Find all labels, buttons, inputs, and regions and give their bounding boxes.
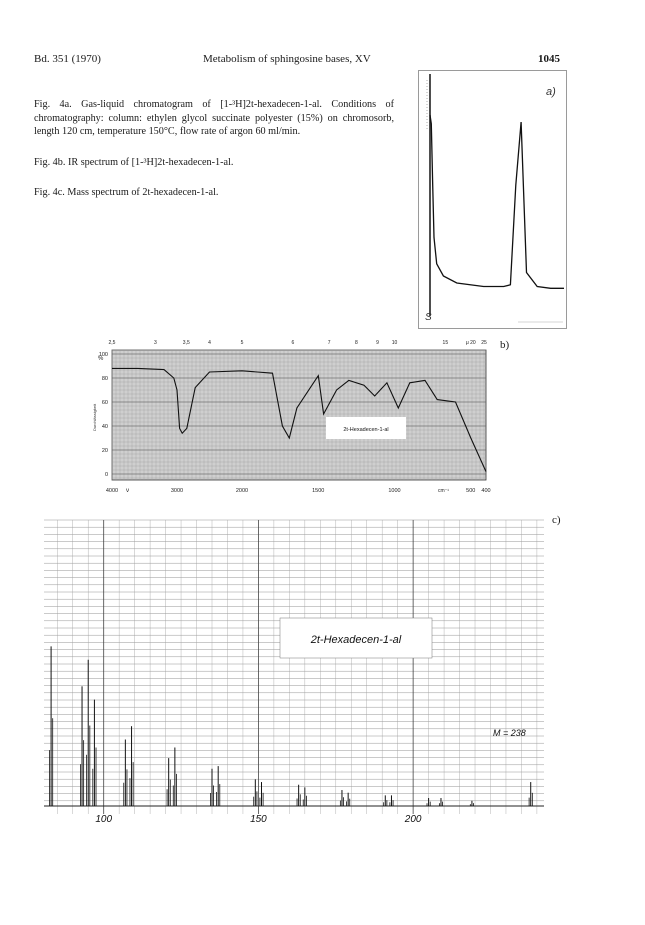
ir-y-percent: % xyxy=(98,356,104,362)
ir-top-tick: 7 xyxy=(327,340,331,346)
ir-bottom-tick: 500 xyxy=(466,488,476,494)
ir-bottom-tick: 3000 xyxy=(170,488,184,494)
ir-bottom-tick: 1500 xyxy=(312,488,325,494)
ir-top-tick: 8 xyxy=(354,340,358,346)
ir-top-tick: 3 xyxy=(153,340,157,346)
ir-top-tick: 4 xyxy=(208,340,211,346)
ir-wavenumber-axis xyxy=(106,488,491,494)
ir-y-tick: 20 xyxy=(101,448,108,454)
mass-spectrum xyxy=(44,510,549,828)
caption-fig-4c: Fig. 4c. Mass spectrum of 2t-hexadecen-1-al. xyxy=(34,187,219,198)
ir-top-tick: 15 xyxy=(442,340,449,346)
ms-x-tick: 200 xyxy=(404,814,422,825)
caption-fig-4a: Fig. 4a. Gas-liquid chromatogram of [1-³H]2t-hexadecen-1-al. Conditions of chromatography: column: ethylen glycol succinate polyester (15%) on chromosorb, length 120 cm, temperature 150°C, flow rate of argon 60 ml/min. xyxy=(34,99,394,138)
ir-bottom-tick: 1000 xyxy=(388,488,401,494)
ir-top-tick: 25 xyxy=(481,340,487,346)
ir-compound-label: 2t-Hexadecen-1-al xyxy=(343,427,389,433)
panel-label-b: b) xyxy=(500,339,510,351)
ms-compound-label: 2t-Hexadecen-1-al xyxy=(310,634,402,646)
ir-top-tick: 6 xyxy=(291,340,295,346)
ms-x-tick: 100 xyxy=(95,814,113,825)
panel-label-a: a) xyxy=(546,86,556,98)
ir-transmission-axis xyxy=(99,352,108,478)
page-number: 1045 xyxy=(538,53,560,65)
ir-bottom-unit-left: ν xyxy=(126,488,129,494)
ir-y-tick: 60 xyxy=(101,400,108,406)
ir-top-tick: 2,5 xyxy=(108,340,116,346)
chromatogram-frame xyxy=(419,71,567,329)
ir-spectrum xyxy=(92,336,497,498)
ir-top-tick: 10 xyxy=(391,340,398,346)
ms-x-tick: 150 xyxy=(250,814,267,825)
ir-bottom-tick: 4000 xyxy=(105,488,119,494)
ir-y-side-label: Durchlässigkeit xyxy=(92,403,97,431)
ir-y-tick: 0 xyxy=(104,472,108,478)
ir-top-tick: 5 xyxy=(240,340,244,346)
gas-chromatogram xyxy=(418,70,568,332)
ms-mass-axis xyxy=(95,814,422,825)
ir-bottom-tick: 400 xyxy=(481,488,491,494)
ms-molecular-ion-label: M = 238 xyxy=(493,728,526,738)
ir-top-tick: μ 20 xyxy=(465,340,476,346)
ir-wavelength-axis xyxy=(109,340,487,346)
ir-y-tick: 100 xyxy=(98,352,108,358)
ir-bottom-tick: 2000 xyxy=(235,488,249,494)
start-mark: S xyxy=(425,312,432,323)
ir-top-tick: 3,5 xyxy=(182,340,190,346)
ir-bottom-unit-right: cm⁻¹ xyxy=(438,488,449,494)
caption-fig-4b: Fig. 4b. IR spectrum of [1-³H]2t-hexadecen-1-al. xyxy=(34,157,234,168)
panel-label-c: c) xyxy=(552,514,561,526)
ir-y-tick: 80 xyxy=(101,376,108,382)
running-head-title: Metabolism of sphingosine bases, XV xyxy=(203,53,371,65)
running-head-volume: Bd. 351 (1970) xyxy=(34,53,101,65)
ir-top-tick: 9 xyxy=(376,340,379,346)
ir-y-tick: 40 xyxy=(101,424,108,430)
